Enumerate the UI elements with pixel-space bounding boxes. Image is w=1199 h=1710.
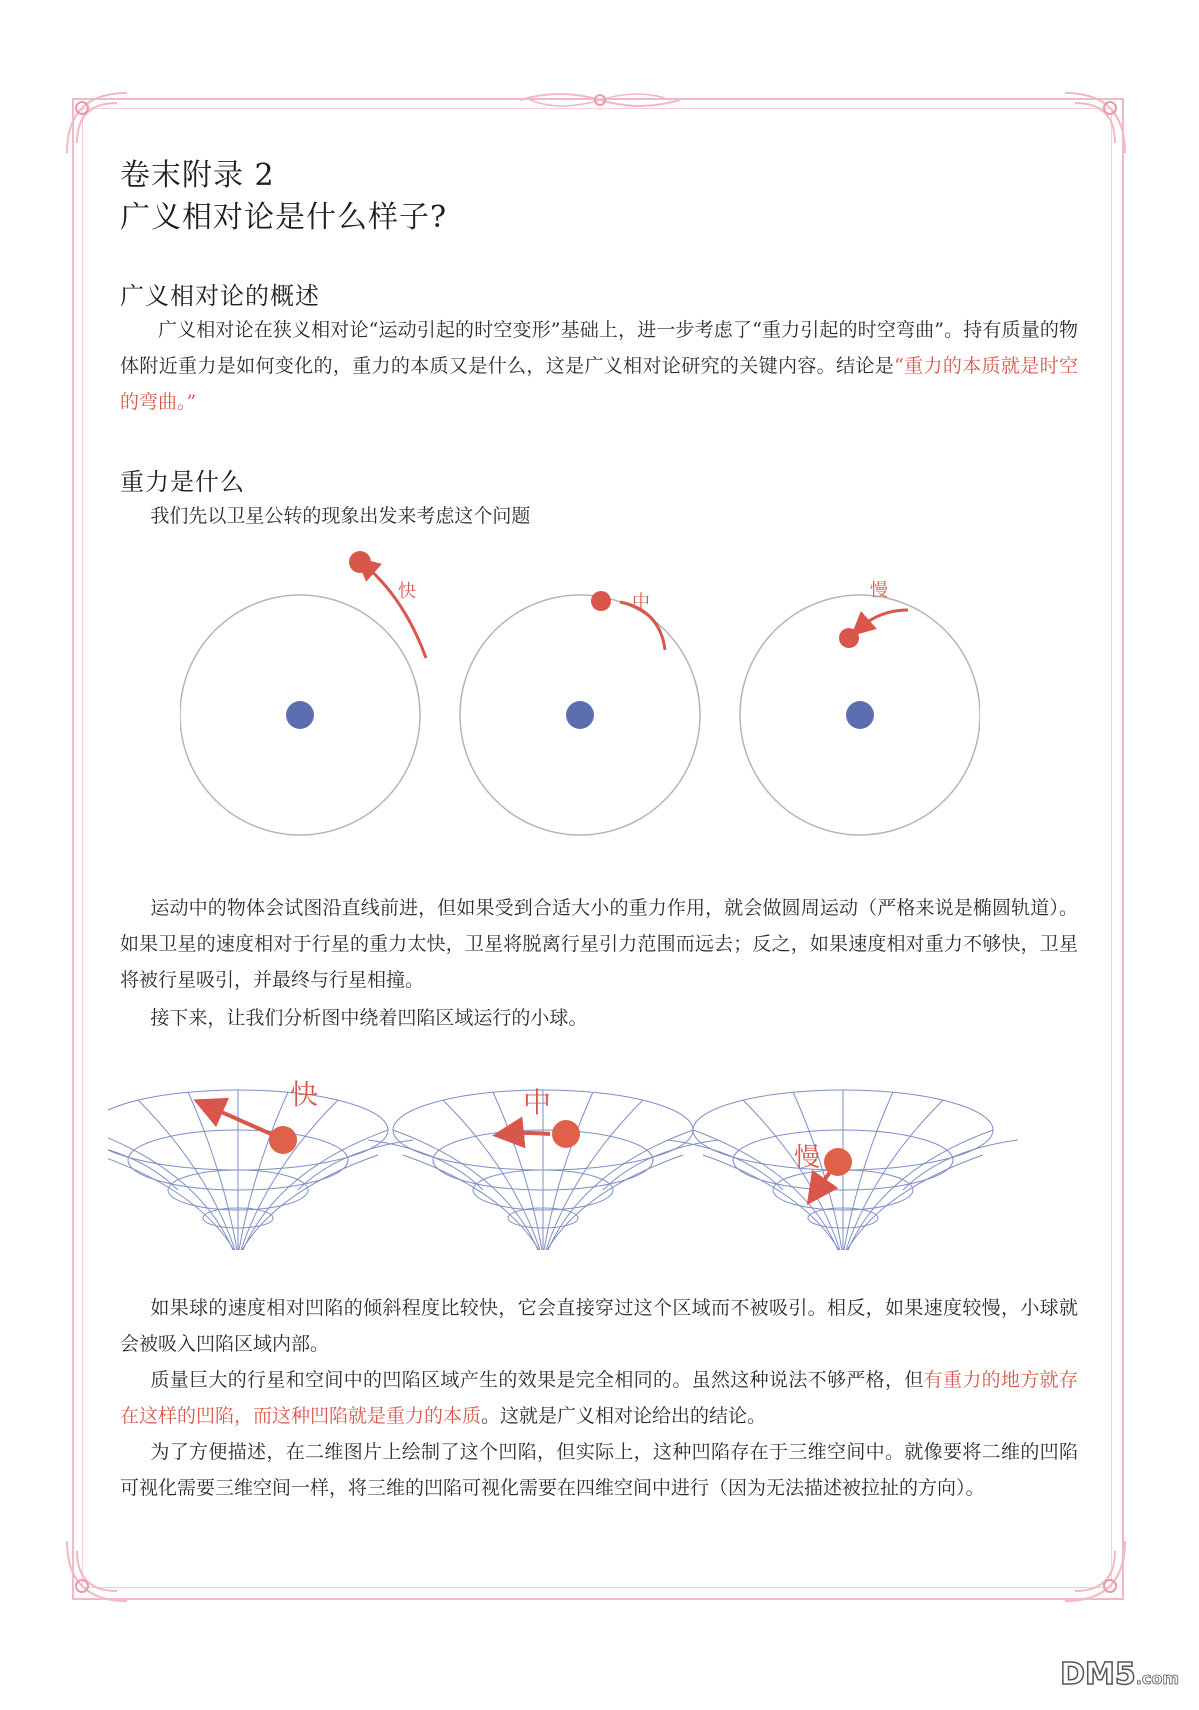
conclusion-text-a: 质量巨大的行星和空间中的凹陷区域产生的效果是完全相同的。虽然这种说法不够严格，但 [150,1369,924,1391]
planet [566,701,594,729]
velocity-arrow [208,1106,280,1138]
section-heading-overview: 广义相对论的概述 [120,282,320,310]
funnel-medium [368,1086,718,1250]
orbit-explanation: 运动中的物体会试图沿直线前进，但如果受到合适大小的重力作用，就会做圆周运动（严格来说是椭圆轨道）。如果卫星的速度相对于行星的重力太快，卫星将脱离行星引力范围而远去；反之，如果速度相对重力不够快，卫星将被行星吸引，并最终与行星相撞。 [120,897,1078,991]
orbit-fast [180,551,426,835]
watermark-main: DM5 [1060,1657,1136,1692]
conclusion-paragraph [120,1362,1078,1434]
page-title: 广义相对论是什么样子? [120,200,448,235]
satellite [839,628,859,648]
orbit-medium [460,591,700,835]
planet [286,701,314,729]
ball [269,1126,297,1154]
speed-label-slow: 慢 [794,1143,821,1173]
speed-label-fast: 快 [290,1078,319,1111]
speed-label-medium: 中 [632,592,650,613]
velocity-arrow [860,610,908,628]
gravity-well [108,1090,413,1250]
frame-corner-bottom-right [1060,1536,1130,1606]
section-heading-gravity: 重力是什么 [120,468,245,496]
velocity-arrow [365,565,426,658]
conclusion-highlight: 有重力的地方就存在这样的凹陷，而这种凹陷就是重力的本质 [120,1369,1078,1427]
funnel-slow [668,1090,1018,1250]
satellite [591,591,611,611]
ball [824,1148,852,1176]
orbit-diagram [180,540,980,840]
watermark-suffix: .com [1135,1669,1179,1688]
funnel-diagram [108,1060,1098,1270]
site-watermark [1060,1657,1179,1692]
conclusion-text-b: 。这就是广义相对论给出的结论。 [481,1405,767,1427]
frame-corner-top-right [1060,88,1130,158]
funnel-explanation: 如果球的速度相对凹陷的倾斜程度比较快，它会直接穿过这个区域而不被吸引。相反，如果速度较慢，小球就会被吸入凹陷区域内部。 [120,1297,1078,1355]
funnel-intro: 接下来，让我们分析图中绕着凹陷区域运行的小球。 [150,1007,588,1029]
dimension-paragraph: 为了方便描述，在二维图片上绘制了这个凹陷，但实际上，这种凹陷存在于三维空间中。就像要将二维的凹陷可视化需要三维空间一样，将三维的凹陷可视化需要在四维空间中进行（因为无法描述被拉扯的方向）。 [120,1441,1078,1499]
ball [552,1120,580,1148]
speed-label-medium: 中 [523,1086,552,1119]
speed-label-slow: 慢 [870,580,888,601]
planet [846,701,874,729]
frame-corner-bottom-left [62,1536,132,1606]
funnel-fast [108,1078,413,1250]
speed-label-fast: 快 [398,581,416,602]
satellite [349,551,371,573]
velocity-arrow [508,1133,550,1134]
overview-text: 广义相对论在狭义相对论“运动引起的时空变形”基础上，进一步考虑了“重力引起的时空弯曲”。持有质量的物体附近重力是如何变化的，重力的本质又是什么，这是广义相对论研究的关键内容。结论是 [120,319,1078,377]
overview-paragraph [120,312,1078,420]
overview-conclusion: “重力的本质就是时空的弯曲。” [120,355,1078,413]
frame-corner-top-left [62,88,132,158]
appendix-title: 卷末附录 2 [120,158,275,193]
gravity-intro: 我们先以卫星公转的现象出发来考虑这个问题 [150,505,531,527]
frame-ornament-top [520,86,680,114]
orbit-slow [740,580,980,835]
